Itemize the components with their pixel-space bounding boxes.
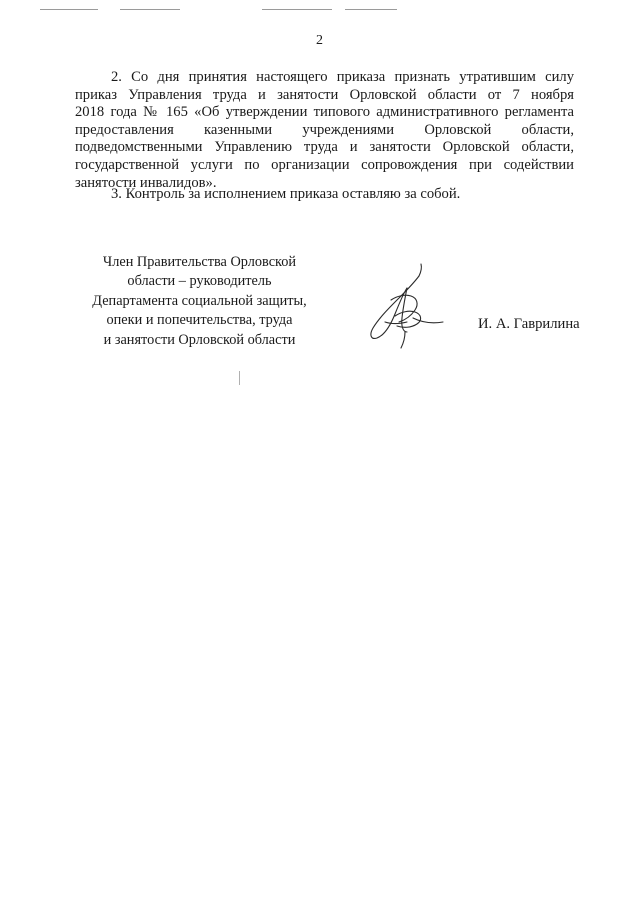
signatory-position-line: и занятости Орловской области [103,331,296,348]
scan-speck [239,371,240,385]
paragraph-2-line: подведомственными Управлению труда и занятости Орловской области, [75,139,574,156]
signatory-position-line: Департамента социальной защиты, [92,292,307,309]
paragraph-2-line: занятости инвалидов». [75,174,217,191]
handwritten-signature [355,262,450,350]
paragraph-2-line: государственной услуги по организации сопровождения при содействии [75,156,574,173]
paragraph-2-line: предоставления казенными учреждениями Орловской области, [75,121,574,138]
paragraph-2-line: приказ Управления труда и занятости Орловской области от 7 ноября [75,86,574,103]
scan-artifact [40,9,98,10]
scan-artifact [345,9,397,10]
signer-name: И. А. Гаврилина [478,316,580,332]
paragraph-3 [75,186,574,204]
paragraph-3-text: 3. Контроль за исполнением приказа оставляю за собой. [111,186,461,202]
scan-artifact [262,9,332,10]
signatory-position [82,253,317,350]
signatory-position-line: Член Правительства Орловской [102,254,297,270]
signatory-position-line: опеки и попечительства, труда [106,312,293,329]
page-number: 2 [316,33,323,48]
paragraph-2-line: 2. Со дня принятия настоящего приказа признать утратившим силу [111,69,574,85]
scan-artifact [120,9,180,10]
paragraph-2-line: 2018 года № 165 «Об утверждении типового административного регламента [75,104,574,121]
signatory-position-line: области – руководитель [127,273,272,290]
paragraph-2 [75,69,574,192]
